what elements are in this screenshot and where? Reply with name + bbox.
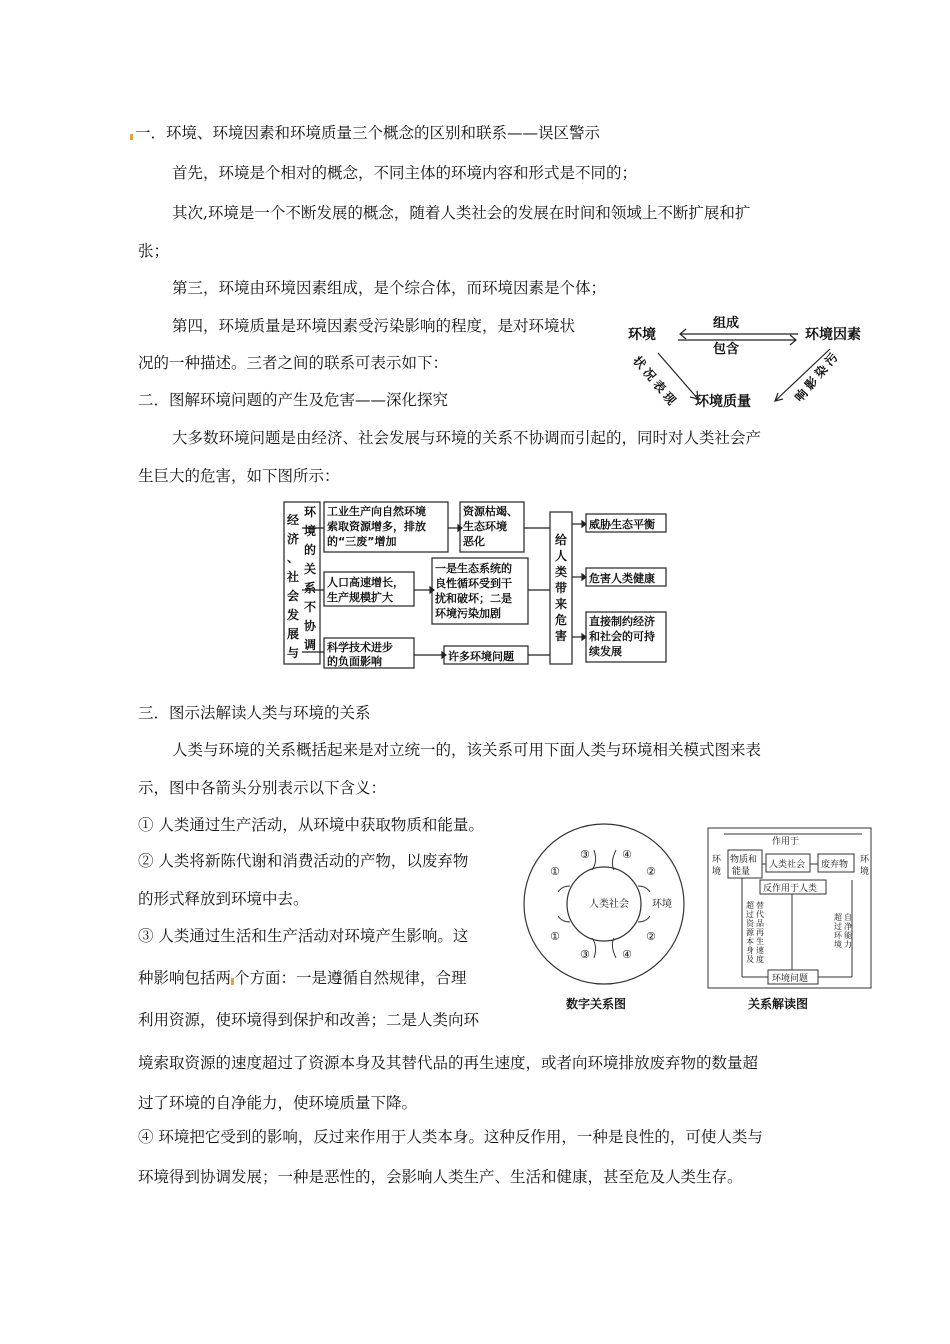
svg-text:过: 过 [834,922,842,931]
cause3-line: 科学技术进步 [327,641,393,654]
svg-text:发: 发 [287,608,300,622]
cause2-line: 人口高速增长， [327,576,404,589]
svg-text:过: 过 [746,910,754,919]
digital-relation-figure [522,820,692,1015]
paragraph: 其次,环境是一个不断发展的概念，随着人类社会的发展在时间和领域上不断扩展和扩 [172,204,751,222]
svg-text:及: 及 [746,955,754,964]
concept-triangle-diagram [620,305,885,420]
reacts-label: 反作用于人类 [763,884,818,894]
list-item: ④ 环境把它受到的影响，反过来作用于人类本身。这种反作用，一种是良性的，可使人类与 [138,1128,763,1146]
col-a-text [286,512,299,660]
svg-text:自: 自 [844,913,852,922]
svg-text:协: 协 [304,619,317,633]
node-factor: 环境因素 [805,327,861,343]
section1-heading: 一．环境、环境因素和环境质量三个概念的区别和联系——误区警示 [130,123,600,143]
result1-label: 威胁生态平衡 [589,518,655,531]
cause2-line: 生产规模扩大 [327,591,393,604]
problem-label: 环境问题 [772,974,809,984]
svg-text:代: 代 [756,910,764,919]
list-item: ① 人类通过生产活动，从环境中获取物质和能量。 [138,816,484,834]
num-3: ③ [580,948,590,961]
svg-text:展: 展 [287,627,300,641]
svg-text:污: 污 [822,350,841,369]
num-4: ④ [622,848,632,861]
svg-text:系: 系 [304,581,317,595]
svg-text:类: 类 [555,565,568,579]
svg-text:源: 源 [746,928,754,937]
list-item: 利用资源，使环境得到保护和改善；二是人类向环 [138,1011,480,1029]
list-item: 种影响包括两 个方面：一是遵循自然规律，合理 [138,969,467,987]
svg-text:染: 染 [812,362,831,381]
svg-text:人: 人 [555,549,568,563]
svg-text:超: 超 [834,913,842,922]
num-1: ① [550,865,560,878]
svg-text:度: 度 [756,955,764,964]
num-4: ④ [622,948,632,961]
node-quality: 环境质量 [695,394,751,410]
svg-text:资: 资 [746,919,754,928]
effect1-line: 资源枯竭、 [463,505,518,518]
svg-text:响: 响 [792,386,811,405]
highlight-mark [130,134,133,140]
label-status [630,353,679,408]
effect3-label: 许多环境问题 [448,650,514,663]
effect2-line: 良性循环受到干 [435,577,512,590]
svg-text:社: 社 [287,570,300,584]
center-label: 人类社会 [589,899,629,910]
list-item: 的形式释放到环境中去。 [138,890,309,908]
cause3-line: 的负面影响 [327,655,382,668]
svg-text:本: 本 [746,937,754,946]
svg-text:表: 表 [650,377,669,396]
list-item: ③ 人类通过生活和生产活动对环境产生影响。这 [138,927,469,945]
result3-line: 和社会的可持 [589,630,655,643]
svg-text:的: 的 [304,543,317,557]
label-pollute [791,350,840,405]
paragraph: 张； [138,242,170,260]
svg-text:再: 再 [756,928,764,937]
cause1-line: 的“三废”增加 [327,535,397,548]
paragraph: 况的一种描述。三者之间的联系可表示如下： [138,354,449,372]
harm-text [555,532,567,643]
svg-text:危: 危 [555,613,568,627]
paragraph: 大多数环境问题是由经济、社会发展与环境的关系不协调而引起的，同时对人类社会产 [172,429,762,447]
svg-text:境: 境 [834,940,842,949]
matter-line: 能量 [732,867,751,877]
cause1-line: 工业生产向自然环境 [327,505,426,518]
svg-text:品: 品 [756,919,764,928]
waste-label: 废弃物 [821,860,849,870]
label-compose: 组成 [713,316,740,331]
env-left: 环 [712,855,722,865]
svg-text:现: 现 [660,389,679,408]
paragraph: 人类与环境的关系概括起来是对立统一的，该关系可用下面人类与环境相关模式图来表 [172,741,762,759]
result3-line: 续发展 [589,645,622,658]
paragraph: 生巨大的危害，如下图所示： [138,467,340,485]
label-include: 包含 [713,342,740,357]
svg-text:超: 超 [746,901,754,910]
svg-text:替: 替 [756,901,764,910]
svg-text:环: 环 [304,505,317,519]
col-b-text [304,504,317,652]
section3-heading: 三．图示法解读人类与环境的关系 [138,704,371,722]
outer-label: 环境 [652,899,672,910]
society-label: 人类社会 [769,860,806,870]
svg-text:净: 净 [844,922,852,931]
svg-text:害: 害 [555,629,568,643]
svg-text:会: 会 [287,589,300,603]
list-item: 环境得到协调发展；一种是恶性的，会影响人类生产、生活和健康，甚至危及人类生存。 [138,1168,743,1186]
svg-text:身: 身 [746,946,754,955]
list-item: 过了环境的自净能力，使环境质量下降。 [138,1094,418,1112]
svg-text:境: 境 [304,524,317,538]
list-item: 境索取资源的速度超过了资源本身及其替代品的再生速度，或者向环境排放废弃物的数量超 [138,1054,759,1072]
result3-line: 直接制约经济 [589,615,655,628]
num-2: ② [646,865,656,878]
effect2-line: 一是生态系统的 [435,562,512,575]
effect1-line: 生态环境 [463,520,507,533]
section2-heading: 二．图解环境问题的产生及危害——深化探究 [138,391,449,409]
caption: 数字关系图 [566,997,627,1011]
list-item: ② 人类将新陈代谢和消费活动的产物，以废弃物 [138,852,469,870]
effect2-line: 环境污染加剧 [435,607,501,620]
svg-text:不: 不 [304,600,317,614]
svg-text:与: 与 [287,646,300,660]
matter-line: 物质和 [730,855,758,865]
env-right: 境 [860,867,870,877]
env-problem-flowchart [282,500,672,670]
paragraph: 第三，环境由环境因素组成，是个综合体，而环境因素是个体； [172,279,607,297]
svg-text:带: 带 [555,581,568,595]
svg-text:济: 济 [287,532,300,546]
svg-text:关: 关 [304,562,317,576]
effect1-line: 恶化 [463,535,485,548]
paragraph: 示，图中各箭头分别表示以下含义： [138,779,387,797]
svg-text:来: 来 [555,597,568,611]
svg-text:、: 、 [287,551,300,565]
env-left: 境 [712,867,722,877]
svg-text:给: 给 [555,533,568,547]
svg-text:生: 生 [756,937,764,946]
num-1: ① [550,930,560,943]
num-3: ③ [580,848,590,861]
effect2-line: 扰和破坏；二是 [435,592,512,605]
paragraph: 首先，环境是个相对的概念，不同主体的环境内容和形式是不同的； [172,164,638,182]
svg-text:况: 况 [640,365,659,384]
caption: 关系解读图 [748,997,809,1011]
svg-text:经: 经 [287,513,300,527]
svg-text:速: 速 [756,946,764,955]
num-2: ② [646,930,656,943]
svg-text:调: 调 [304,638,317,652]
acts-on-label: 作用于 [772,837,800,847]
result2-label: 危害人类健康 [589,572,655,585]
svg-text:状: 状 [630,353,649,372]
node-env: 环境 [628,327,656,343]
relation-interpretation-figure [702,820,877,1015]
svg-text:影: 影 [802,374,821,393]
cause1-line: 索取资源增多，排放 [327,520,426,533]
svg-text:力: 力 [844,940,852,949]
svg-text:能: 能 [844,931,852,940]
paragraph: 第四，环境质量是环境因素受污染影响的程度，是对环境状 [172,317,576,335]
env-right: 环 [860,855,870,865]
svg-text:环: 环 [834,931,842,940]
